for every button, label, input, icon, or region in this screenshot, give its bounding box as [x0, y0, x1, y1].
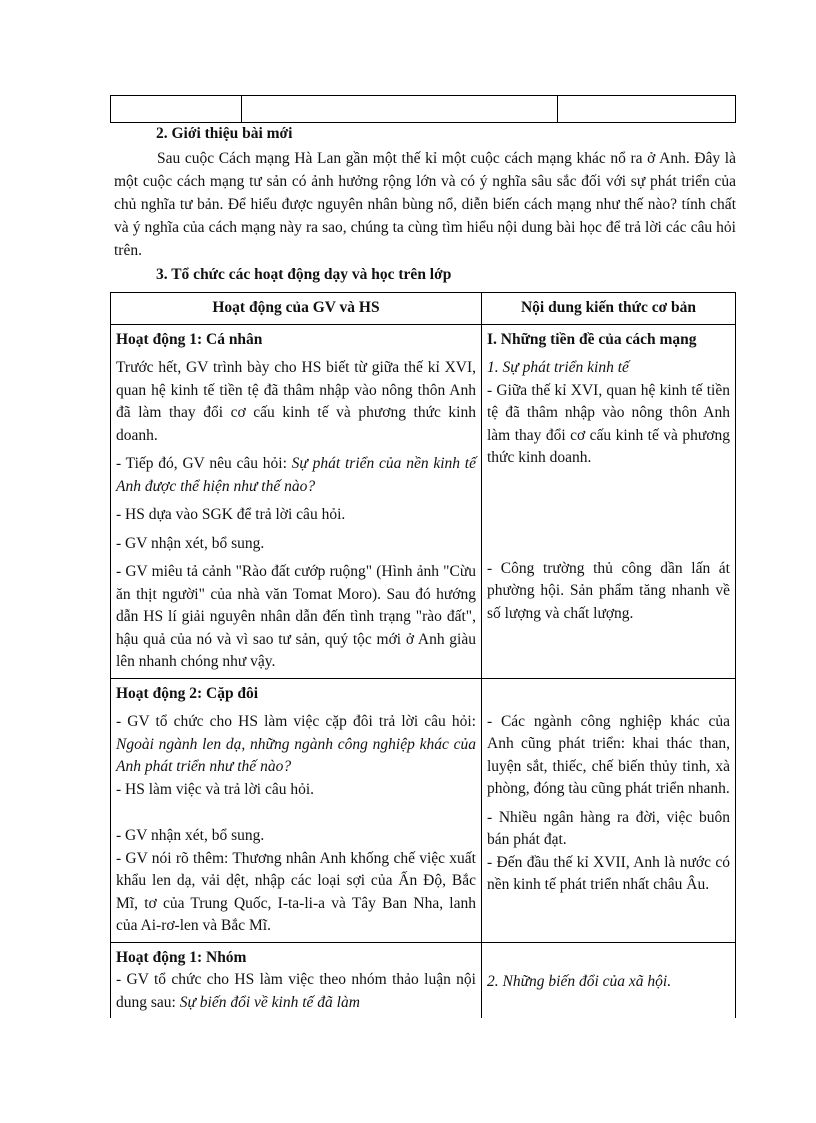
header-content: Nội dung kiến thức cơ bản: [482, 293, 736, 325]
activity-title: Hoạt động 2: Cặp đôi: [116, 684, 259, 702]
content-cell: [482, 678, 736, 942]
table-cell: [111, 96, 242, 123]
table-row: [111, 678, 736, 942]
activity-text: - GV nhận xét, bổ sung.: [116, 534, 265, 552]
activity-cell: [111, 324, 482, 678]
activity-text: - GV nhận xét, bổ sung.: [116, 827, 265, 844]
content-cell: [482, 942, 736, 1018]
section-heading: 2. Giới thiệu bài mới: [156, 125, 293, 142]
content-subtitle: 1. Sự phát triển kinh tế: [487, 359, 629, 376]
table-row: [111, 324, 736, 678]
content-cell: [482, 324, 736, 678]
activity-cell: [111, 678, 482, 942]
content-text: - Các ngành công nghiệp khác của Anh cũng phát triển: khai thác than, luyện sắt, thiếc, chế biến thủy tinh, xà phòng, đóng tàu cũng phát triển nhanh.: [487, 712, 730, 797]
activity-title: Hoạt động 1: Cá nhân: [116, 330, 263, 348]
content-text: - Đến đầu thế kỉ XVII, Anh là nước có nền kinh tế phát triển nhất châu Âu.: [487, 853, 730, 893]
section-heading: 3. Tổ chức các hoạt động dạy và học trên lớp: [156, 266, 452, 283]
activity-text: - Tiếp đó, GV nêu câu hỏi: Sự phát triển của nền kinh tế Anh được thể hiện như thế nào?: [116, 455, 476, 495]
activity-text: - GV miêu tả cảnh "Rào đất cướp ruộng" (Hình ảnh "Cừu ăn thịt người" của nhà văn Tomat Moro). Sau đó hướng dẫn HS lí giải nguyên nhân dẫn đến tình trạng "rào đất", hậu quả của nó và vì sao tư sản, quý tộc mới ở Anh giàu lên nhanh chóng như vậy.: [116, 563, 476, 670]
lesson-table: [110, 292, 736, 1018]
activity-text: - GV tổ chức cho HS làm việc cặp đôi trả lời câu hỏi: Ngoài ngành len dạ, những ngành công nghiệp khác của Anh phát triển như thế nào?: [116, 713, 476, 775]
previous-table-remnant: [110, 95, 736, 123]
activity-text: Trước hết, GV trình bày cho HS biết từ giữa thế kỉ XVI, quan hệ kinh tế tiền tệ đã thâm nhập vào nông thôn Anh đã làm thay đổi cơ cấu kinh tế và phương thức kinh doanh.: [116, 359, 476, 444]
intro-paragraph: Sau cuộc Cách mạng Hà Lan gần một thế kỉ một cuộc cách mạng khác nổ ra ở Anh. Đây là một cuộc cách mạng tư sản có ảnh hưởng rộng lớn và có ý nghĩa sâu sắc đối với sự phát triển của chủ nghĩa tư bản. Để hiểu được nguyên nhân bùng nổ, diễn biến cách mạng như thế nào? tính chất và ý nghĩa của cách mạng này ra sao, chúng ta cùng tìm hiểu nội dung bài học để trả lời các câu hỏi trên.: [114, 150, 736, 259]
table-cell: [242, 96, 558, 123]
table-row: [111, 942, 736, 1018]
activity-text: - GV tổ chức cho HS làm việc theo nhóm thảo luận nội dung sau: Sự biến đổi về kinh tế đã làm: [116, 971, 476, 1011]
content-title: I. Những tiền đề của cách mạng: [487, 330, 697, 348]
activity-text: - HS dựa vào SGK để trả lời câu hỏi.: [116, 506, 346, 523]
activity-title: Hoạt động 1: Nhóm: [116, 948, 247, 966]
header-activities: Hoạt động của GV và HS: [111, 293, 482, 325]
table-cell: [558, 96, 736, 123]
activity-text: - HS làm việc và trả lời câu hỏi.: [116, 780, 315, 798]
content-text: - Nhiều ngân hàng ra đời, việc buôn bán phát đạt.: [487, 808, 730, 848]
table-header-row: [111, 293, 736, 325]
activity-text: - GV nói rõ thêm: Thương nhân Anh khống chế việc xuất khẩu len dạ, vải dệt, nhập các loại sợi của Ấn Độ, Bắc Mĩ, tơ của Trung Quốc, I-ta-li-a và Tây Ban Nha, lanh của Ai-rơ-len và Bắc Mĩ.: [116, 849, 476, 934]
content-text: - Công trường thủ công dần lấn át phường hội. Sản phẩm tăng nhanh về số lượng và chất lượng.: [487, 559, 730, 622]
content-subtitle: 2. Những biến đổi của xã hội.: [487, 972, 672, 990]
activity-cell: [111, 942, 482, 1018]
content-text: - Giữa thế kỉ XVI, quan hệ kinh tế tiền tệ đã thâm nhập vào nông thôn Anh làm thay đổi cơ cấu kinh tế và phương thức kinh doanh.: [487, 381, 730, 466]
